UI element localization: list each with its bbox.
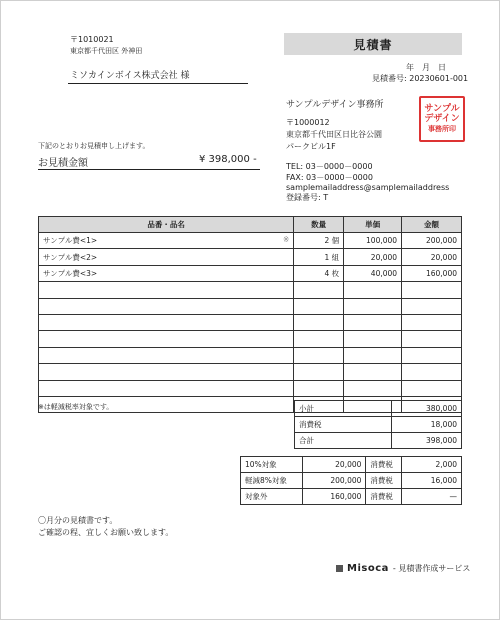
tax-value: 18,000 bbox=[392, 417, 462, 433]
header-price: 単価 bbox=[344, 217, 402, 233]
item-price: 100,000 bbox=[344, 233, 402, 249]
tax-label: 消費税 bbox=[295, 417, 392, 433]
item-qty: 4 枚 bbox=[294, 265, 344, 281]
tax-breakdown-table bbox=[240, 456, 462, 505]
table-row-empty bbox=[39, 314, 462, 330]
tax-label: 消費税 bbox=[366, 473, 402, 489]
item-qty: 1 組 bbox=[294, 249, 344, 265]
item-name: サンプル費<1> bbox=[43, 236, 98, 246]
total-value: 398,000 bbox=[392, 433, 462, 449]
estimate-number: 見積番号: 20230601-001 bbox=[372, 74, 469, 83]
header-qty: 数量 bbox=[294, 217, 344, 233]
amount-underline bbox=[38, 169, 260, 170]
header-item: 品番・品名 bbox=[39, 217, 294, 233]
subtotal-label: 小計 bbox=[295, 401, 392, 417]
items-header-row bbox=[39, 217, 462, 233]
item-amount: 160,000 bbox=[402, 265, 462, 281]
footer-note-1: 〇月分の見積書です。 bbox=[38, 516, 118, 525]
tax-row bbox=[241, 457, 462, 473]
table-row-empty bbox=[39, 364, 462, 380]
item-price: 40,000 bbox=[344, 265, 402, 281]
item-name: サンプル費<3> bbox=[43, 268, 98, 278]
issuer-name: サンプルデザイン事務所 bbox=[286, 100, 384, 110]
total-label: 合計 bbox=[295, 433, 392, 449]
tax-amount: 16,000 bbox=[402, 473, 462, 489]
issuer-email: samplemailaddress@samplemailaddress bbox=[286, 183, 450, 192]
totals-row bbox=[295, 433, 462, 449]
table-row-empty bbox=[39, 331, 462, 347]
header-amount: 金額 bbox=[402, 217, 462, 233]
item-amount: 20,000 bbox=[402, 249, 462, 265]
tax-base-amount: 200,000 bbox=[302, 473, 366, 489]
tax-label: 消費税 bbox=[366, 457, 402, 473]
item-name-cell bbox=[39, 249, 294, 265]
totals-row bbox=[295, 417, 462, 433]
issuer-address: 東京都千代田区日比谷公園 bbox=[286, 130, 382, 139]
item-name-cell bbox=[39, 265, 294, 281]
company-seal-stamp: サンプル デザイン 事務所印 bbox=[419, 96, 465, 142]
totals-row bbox=[295, 401, 462, 417]
subtotal-value: 380,000 bbox=[392, 401, 462, 417]
table-row-empty bbox=[39, 298, 462, 314]
amount-label: お見積金額 bbox=[38, 158, 88, 169]
footer-note-2: ご確認の程、宜しくお願い致します。 bbox=[38, 528, 174, 537]
items-table bbox=[38, 216, 462, 413]
reduced-tax-note: ※は軽減税率対象です。 bbox=[38, 403, 114, 411]
item-name: サンプル費<2> bbox=[43, 252, 98, 262]
tax-amount: 2,000 bbox=[402, 457, 462, 473]
table-row bbox=[39, 265, 462, 281]
intro-text: 下記のとおりお見積申し上げます。 bbox=[38, 142, 150, 150]
issuer-registration: 登録番号: T bbox=[286, 193, 329, 202]
item-qty: 2 個 bbox=[294, 233, 344, 249]
tax-category: 10%対象 bbox=[241, 457, 303, 473]
item-amount: 200,000 bbox=[402, 233, 462, 249]
table-row bbox=[39, 249, 462, 265]
tax-base-amount: 160,000 bbox=[302, 489, 366, 505]
issuer-building: パークビル1F bbox=[286, 142, 336, 151]
client-postal: 〒1010021 bbox=[70, 35, 114, 44]
table-row bbox=[39, 233, 462, 249]
table-row-empty bbox=[39, 347, 462, 363]
issue-date: 年 月 日 bbox=[406, 63, 446, 72]
document-title: 見積書 bbox=[284, 33, 462, 55]
tax-row bbox=[241, 489, 462, 505]
client-name: ミソカインボイス株式会社 様 bbox=[70, 71, 190, 81]
misoca-logo bbox=[336, 563, 470, 574]
table-row-empty bbox=[39, 380, 462, 396]
issuer-postal: 〒1000012 bbox=[286, 118, 330, 127]
tax-base-amount: 20,000 bbox=[302, 457, 366, 473]
tax-amount: — bbox=[402, 489, 462, 505]
client-name-underline bbox=[68, 83, 248, 84]
item-name-cell bbox=[39, 233, 294, 249]
tax-category: 対象外 bbox=[241, 489, 303, 505]
misoca-brand: Misoca bbox=[347, 563, 389, 574]
tax-category: 軽減8%対象 bbox=[241, 473, 303, 489]
reduced-tax-mark: ※ bbox=[282, 235, 290, 245]
misoca-service-label: - 見積書作成サービス bbox=[392, 564, 471, 573]
amount-value: ¥ 398,000 - bbox=[199, 154, 257, 165]
issuer-fax: FAX: 03－0000－0000 bbox=[286, 173, 373, 182]
table-row-empty bbox=[39, 282, 462, 298]
client-address: 東京都千代田区 外神田 bbox=[70, 47, 143, 55]
item-price: 20,000 bbox=[344, 249, 402, 265]
totals-table bbox=[294, 400, 462, 449]
issuer-tel: TEL: 03－0000－0000 bbox=[286, 162, 373, 171]
tax-row bbox=[241, 473, 462, 489]
tax-label: 消費税 bbox=[366, 489, 402, 505]
misoca-mark-icon bbox=[336, 565, 343, 572]
